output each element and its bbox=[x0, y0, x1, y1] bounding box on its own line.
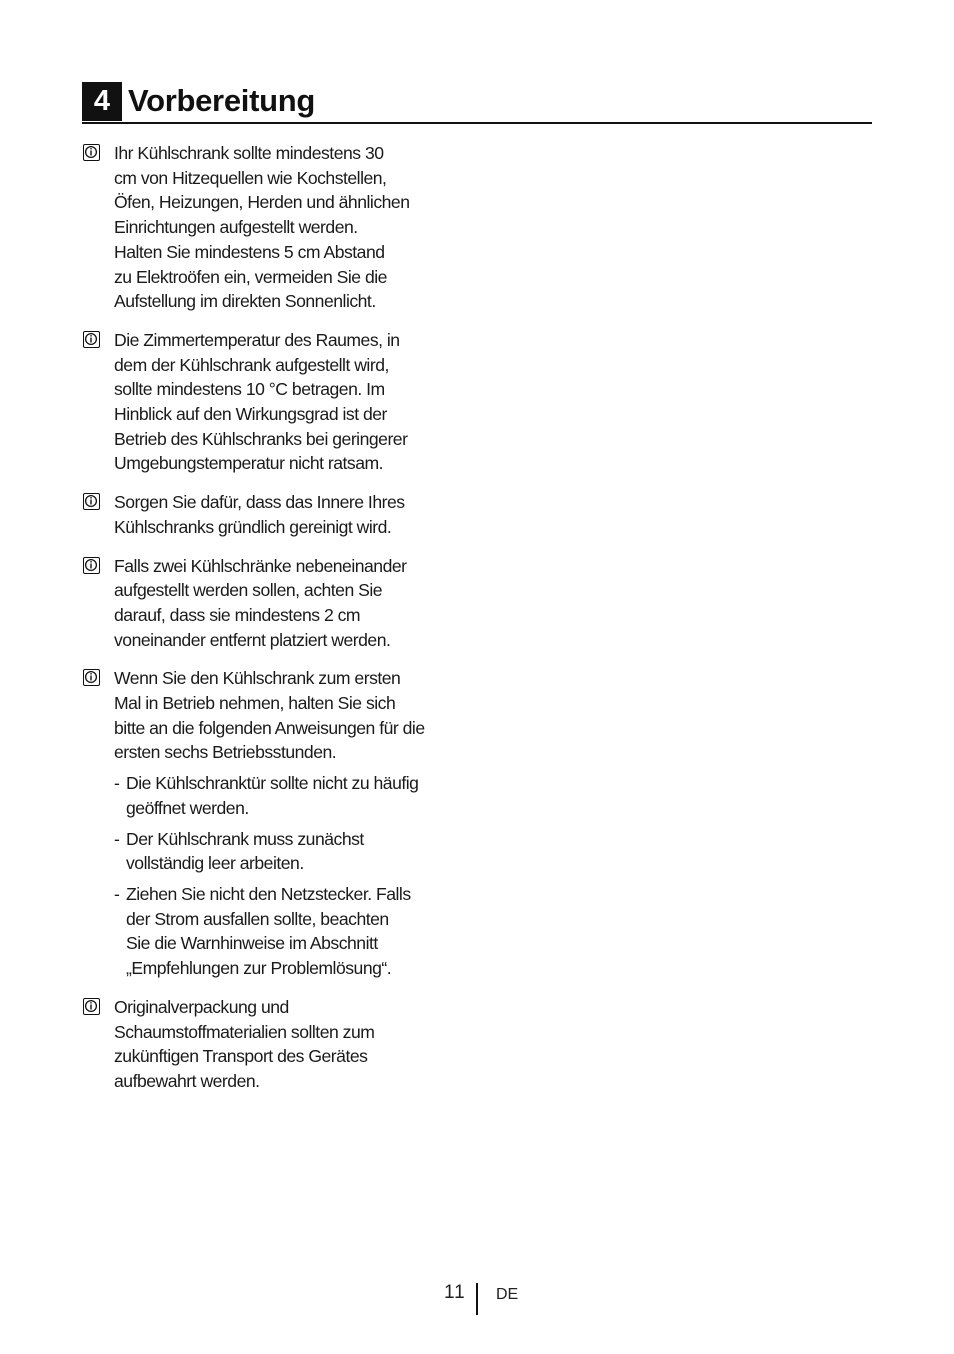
list-dash: - bbox=[114, 773, 120, 794]
info-icon bbox=[83, 144, 100, 161]
footer-divider bbox=[476, 1283, 478, 1315]
note-text: Wenn Sie den Kühlschrank zum ersten Mal in Betrieb nehmen, halten Sie sich bitte an die folgenden Anweisungen für die ersten sechs Betriebsstunden. bbox=[114, 668, 425, 763]
info-icon bbox=[83, 493, 100, 510]
list-dash: - bbox=[114, 828, 120, 849]
note-text: Ihr Kühlschrank sollte mindestens 30 cm von Hitzequellen wie Kochstellen, Öfen, Heizungen, Herden und ähnlichen Einrichtungen aufgestellt werden. Halten Sie mindestens 5 cm Abstand zu Elektroöfen ein, vermeiden Sie die Aufstellung im direkten Sonnenlicht. bbox=[114, 143, 410, 312]
chapter-number: 4 bbox=[82, 82, 122, 121]
list-dash: - bbox=[114, 883, 120, 904]
info-note bbox=[82, 666, 482, 980]
instruction-list bbox=[114, 771, 482, 981]
instruction-text: Der Kühlschrank muss zunächst vollständig leer arbeiten. bbox=[126, 828, 364, 874]
instruction-text: Die Kühlschranktür sollte nicht zu häufig geöffnet werden. bbox=[126, 773, 419, 818]
language-code: DE bbox=[496, 1286, 519, 1303]
instruction-text: Ziehen Sie nicht den Netzstecker. Falls der Strom ausfallen sollte, beachten Sie die Warnhinweise im Abschnitt „Empfehlungen zur Problemlösung“. bbox=[126, 883, 411, 979]
info-note bbox=[82, 554, 482, 653]
instruction-item bbox=[114, 827, 482, 876]
info-icon bbox=[83, 331, 100, 348]
note-text: Die Zimmertemperatur des Raumes, in dem der Kühlschrank aufgestellt wird, sollte mindestens 10 °C betragen. Im Hinblick auf den Wirkungsgrad ist der Betrieb des Kühlschranks bei geringerer Umgebungstemperatur nicht ratsam. bbox=[114, 329, 408, 474]
note-text: Originalverpackung und Schaumstoffmaterialien sollten zum zukünftigen Transport des Gerätes aufbewahrt werden. bbox=[114, 996, 375, 1091]
notes-list bbox=[82, 141, 482, 1108]
chapter-header bbox=[82, 80, 872, 124]
info-note bbox=[82, 490, 482, 539]
note-text: Falls zwei Kühlschränke nebeneinander aufgestellt werden sollen, achten Sie darauf, dass sie mindestens 2 cm voneinander entfernt platziert werden. bbox=[114, 555, 407, 650]
instruction-item bbox=[114, 882, 482, 981]
info-note bbox=[82, 141, 482, 314]
page-number: 11 bbox=[444, 1282, 466, 1303]
info-note bbox=[82, 328, 482, 476]
instruction-item bbox=[114, 771, 482, 820]
info-icon bbox=[83, 669, 100, 686]
info-note bbox=[82, 995, 482, 1094]
info-icon bbox=[83, 557, 100, 574]
chapter-title: Vorbereitung bbox=[128, 83, 316, 118]
info-icon bbox=[83, 998, 100, 1015]
note-text: Sorgen Sie dafür, dass das Innere Ihres Kühlschranks gründlich gereinigt wird. bbox=[114, 492, 405, 537]
